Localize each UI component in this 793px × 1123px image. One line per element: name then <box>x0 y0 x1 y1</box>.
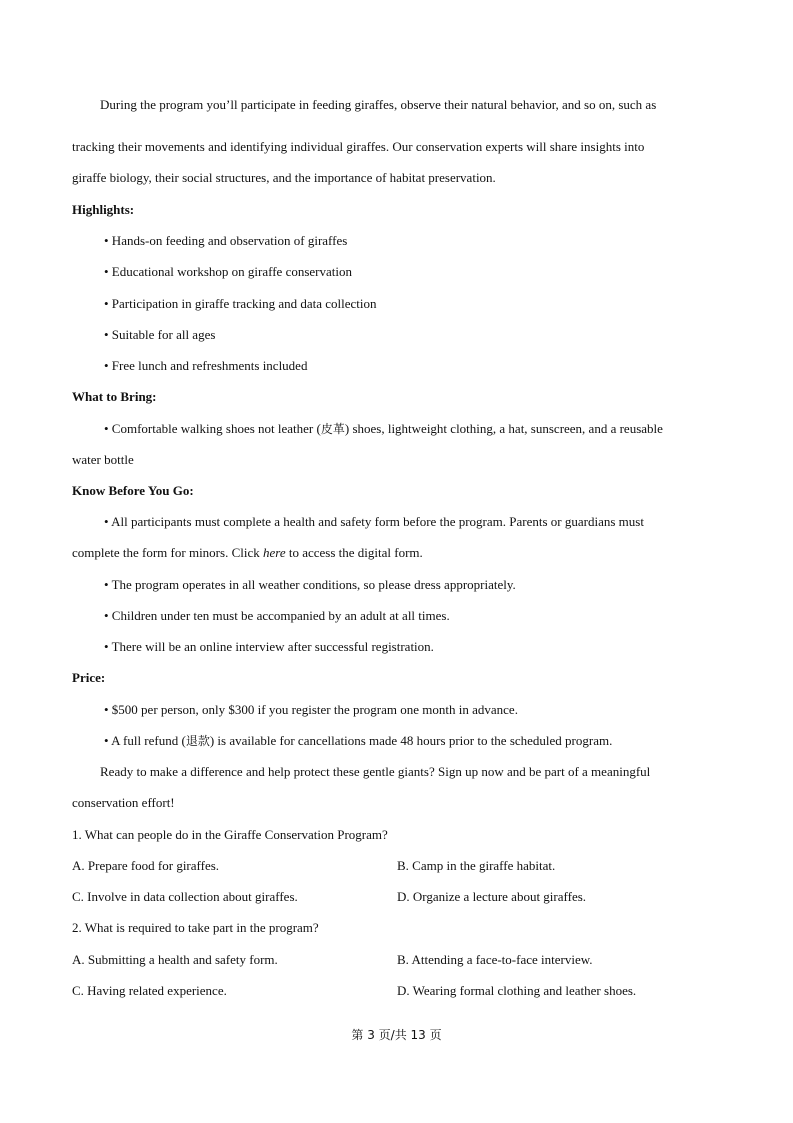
price-item-2-text-a: • A full refund ( <box>104 733 186 748</box>
page-number: 第 3 页/共 13 页 <box>351 1028 442 1042</box>
highlight-item: • Educational workshop on giraffe conservation <box>104 264 352 279</box>
price-item-2-chinese: 退款 <box>185 734 210 748</box>
highlight-item: • Hands-on feeding and observation of giraffes <box>104 233 348 248</box>
highlight-item: • Suitable for all ages <box>104 327 216 342</box>
option-b: B. Attending a face-to-face interview. <box>397 952 593 967</box>
bring-heading: What to Bring: <box>72 389 157 404</box>
option-d: D. Wearing formal clothing and leather shoes. <box>397 983 637 998</box>
option-a: A. Submitting a health and safety form. <box>72 952 278 967</box>
option-c: C. Having related experience. <box>72 983 227 998</box>
closing-line-1: Ready to make a difference and help protect these gentle giants? Sign up now and be part of a meaningful <box>100 764 651 779</box>
know-item-4: • There will be an online interview after successful registration. <box>104 639 434 654</box>
question-stem: 1. What can people do in the Giraffe Conservation Program? <box>72 827 388 842</box>
price-item-2-text-b: ) is available for cancellations made 48 hours prior to the scheduled program. <box>209 733 613 748</box>
price-item-1: • $500 per person, only $300 if you register the program one month in advance. <box>104 702 518 717</box>
here-link[interactable]: here <box>262 545 286 560</box>
know-heading: Know Before You Go: <box>72 483 194 498</box>
know-item-3: • Children under ten must be accompanied by an adult at all times. <box>104 608 450 623</box>
intro-line-3: giraffe biology, their social structures, and the importance of habitat preservation. <box>72 170 496 185</box>
know-item-1-text-a: complete the form for minors. Click <box>72 545 263 560</box>
option-a: A. Prepare food for giraffes. <box>72 858 220 873</box>
bring-item-text-a: • Comfortable walking shoes not leather ( <box>104 421 321 436</box>
price-heading: Price: <box>72 670 106 685</box>
bring-item-chinese: 皮革 <box>320 422 345 436</box>
highlight-item: • Free lunch and refreshments included <box>104 358 308 373</box>
bring-item-line-1 <box>104 421 663 437</box>
highlight-item: • Participation in giraffe tracking and data collection <box>104 296 377 311</box>
know-item-1-text-b: to access the digital form. <box>285 545 423 560</box>
question-stem: 2. What is required to take part in the program? <box>72 920 319 935</box>
option-b: B. Camp in the giraffe habitat. <box>397 858 556 873</box>
know-item-2: • The program operates in all weather conditions, so please dress appropriately. <box>104 577 516 592</box>
price-item-2 <box>104 733 612 749</box>
intro-line-2: tracking their movements and identifying individual giraffes. Our conservation experts will share insights into <box>72 139 645 154</box>
option-d: D. Organize a lecture about giraffes. <box>397 889 587 904</box>
option-c: C. Involve in data collection about giraffes. <box>72 889 298 904</box>
intro-line-1: During the program you’ll participate in feeding giraffes, observe their natural behavior, and so on, such as <box>100 97 657 112</box>
bring-item-line-2: water bottle <box>72 452 134 467</box>
bring-item-text-b: ) shoes, lightweight clothing, a hat, sunscreen, and a reusable <box>344 421 663 436</box>
know-item-1-line-2 <box>72 545 423 561</box>
closing-line-2: conservation effort! <box>72 795 175 810</box>
highlights-heading: Highlights: <box>72 202 135 217</box>
know-item-1-line-1: • All participants must complete a health and safety form before the program. Parents or guardians must <box>104 514 644 529</box>
